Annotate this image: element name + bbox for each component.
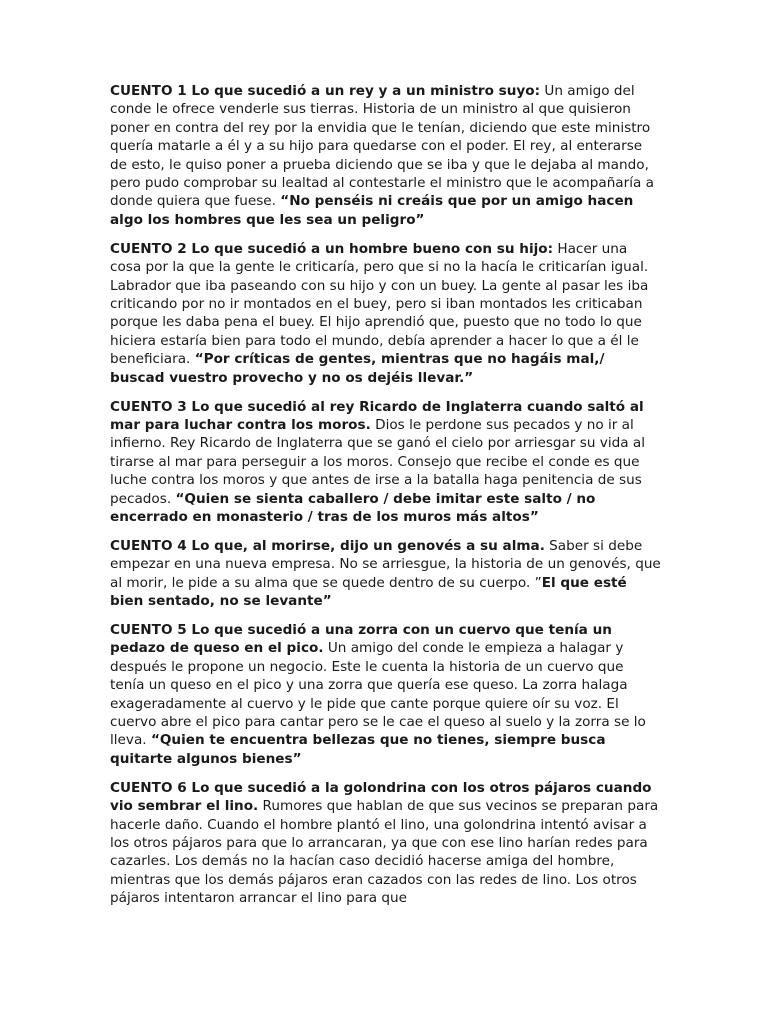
cuento-quote-prefix: ”: [534, 574, 542, 591]
cuento-title: CUENTO 1 Lo que sucedió a un rey y a un ministro suyo:: [110, 83, 541, 99]
cuento-title: CUENTO 3 Lo que sucedió al rey Ricardo de Inglaterra cuando saltó al mar para luchar contra los moros.: [110, 398, 644, 433]
cuento-paragraph-1: [110, 82, 661, 229]
cuento-moral-quote: El que esté bien sentado, no se levante”: [110, 574, 627, 610]
cuento-moral-quote: “No penséis ni creáis que por un amigo hacen algo los hombres que les sea un peligro”: [110, 193, 634, 228]
cuento-moral-quote: “Quien se sienta caballero / debe imitar este salto / no encerrado en monasterio / tras de los muros más altos”: [110, 490, 596, 525]
cuento-body: Hacer una cosa por la que la gente le criticaría, pero que si no la hacía le criticarían igual. Labrador que iba paseando con su hijo y con un buey. La gente al pasar les iba criticando por no ir montados en el buey, pero si iban montados les criticaban porque les daba pena el buey. El hijo aprendió que, puesto que no todo lo que hiciera estaría bien para todo el mundo, debía aprender a hacer lo que a él le beneficiara.: [110, 240, 649, 368]
cuento-body: Dios le perdone sus pecados y no ir al infierno. Rey Ricardo de Inglaterra que se ganó el cielo por arriesgar su vida al tirarse al mar para perseguir a los moros. Consejo que recibe el conde es que luche contra los moros y que antes de irse a la batalla haga penitencia de sus pecados.: [110, 416, 646, 507]
cuento-title: CUENTO 4 Lo que, al morirse, dijo un genovés a su alma.: [110, 537, 545, 554]
cuento-body: Saber si debe empezar en una nueva empresa. No se arriesgue, la historia de un genovés, que al morir, le pide a su alma que se quede dentro de su cuerpo.: [110, 537, 661, 591]
document-page: [110, 82, 661, 918]
cuento-body: Rumores que hablan de que sus vecinos se preparan para hacerle daño. Cuando el hombre plantó el lino, una golondrina intentó avisar a los otros pájaros para que lo arrancaran, ya que con ese lino harían redes para cazarles. Los demás no la hacían caso decidió hacerse amiga del hombre, mientras que los demás pájaros eran cazados con las redes de lino. Los otros pájaros intentaron arrancar el lino para que: [110, 798, 659, 907]
cuento-moral-quote: “Quien te encuentra bellezas que no tienes, siempre busca quitarte algunos bienes”: [110, 732, 606, 767]
cuento-title: CUENTO 2 Lo que sucedió a un hombre bueno con su hijo:: [110, 240, 554, 257]
cuento-body: Un amigo del conde le ofrece venderle sus tierras. Historia de un ministro al que quisieron poner en contra del rey por la envidia que le tenían, diciendo que este ministro quería matarle a él y a su hijo para quedarse con el poder. El rey, al enterarse de esto, le quiso poner a prueba diciendo que se iba y que le dejaba al mando, pero pudo comprobar su lealtad al contestarle el ministro que le acompañaría a donde quiera que fuese.: [110, 83, 654, 210]
cuento-moral-quote: “Por críticas de gentes, mientras que no hagáis mal,/ buscad vuestro provecho y no os dejéis llevar.”: [110, 351, 605, 386]
cuento-paragraph-4: [110, 537, 661, 611]
cuento-paragraph-6: [110, 779, 661, 908]
cuento-paragraph-2: [110, 240, 661, 387]
cuento-title: CUENTO 6 Lo que sucedió a la golondrina con los otros pájaros cuando vio sembrar el lino.: [110, 779, 652, 815]
cuento-paragraph-5: [110, 621, 661, 768]
cuento-body: Un amigo del conde le empieza a halagar y después le propone un negocio. Este le cuenta la historia de un cuervo que tenía un queso en el pico y una zorra que quería ese queso. La zorra halaga exageradamente al cuervo y le pide que cante porque quiere oír su voz. El cuervo abre el pico para cantar pero se le cae el queso al suelo y la zorra se lo lleva.: [110, 640, 646, 749]
cuento-paragraph-3: [110, 398, 661, 527]
cuento-title: CUENTO 5 Lo que sucedió a una zorra con un cuervo que tenía un pedazo de queso en el pico.: [110, 621, 612, 657]
